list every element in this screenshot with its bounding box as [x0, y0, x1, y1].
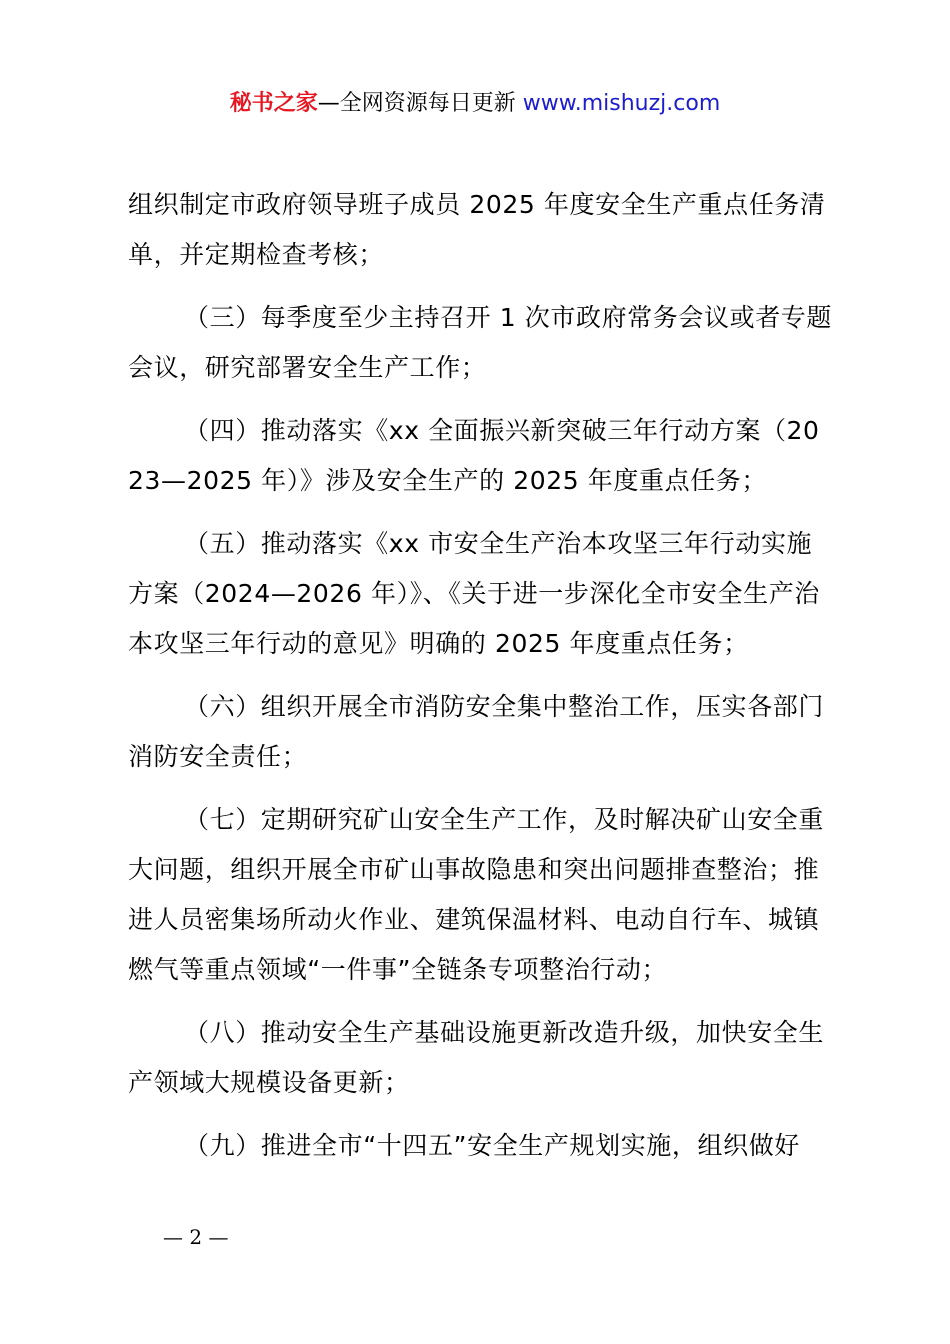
site-url[interactable]: www.mishuzj.com	[522, 91, 721, 116]
paragraph-item-5: （五）推动落实《xx 市安全生产治本攻坚三年行动实施方案（2024—2026 年）》、《关于进一步深化全市安全生产治本攻坚三年行动的意见》明确的 2025 年度重点任务；	[128, 529, 820, 658]
paragraph-item-8: （八）推动安全生产基础设施更新改造升级，加快安全生产领域大规模设备更新；	[128, 1018, 825, 1097]
watermark-header	[0, 84, 950, 124]
tagline: —全网资源每日更新	[317, 91, 523, 116]
paragraph-item-7: （七）定期研究矿山安全生产工作，及时解决矿山安全重大问题，组织开展全市矿山事故隐患和突出问题排查整治；推进人员密集场所动火作业、建筑保温材料、电动自行车、城镇燃气等重点领域“一件事”全链条专项整治行动；	[128, 805, 825, 984]
paragraph-item-3: （三）每季度至少主持召开 1 次市政府常务会议或者专题会议，研究部署安全生产工作；	[128, 303, 833, 382]
page-number: — 2 —	[163, 1225, 229, 1249]
paragraph-item-4: （四）推动落实《xx 全面振兴新突破三年行动方案（2023—2025 年）》涉及安全生产的 2025 年度重点任务；	[128, 416, 820, 495]
brand-name: 秘书之家	[229, 91, 318, 116]
paragraph-item-6: （六）组织开展全市消防安全集中整治工作，压实各部门消防安全责任；	[128, 692, 825, 771]
paragraph-item-9: （九）推进全市“十四五”安全生产规划实施，组织做好	[184, 1131, 800, 1160]
paragraph-continuation: 组织制定市政府领导班子成员 2025 年度安全生产重点任务清单，并定期检查考核；	[128, 190, 826, 269]
document-body	[128, 180, 836, 1184]
